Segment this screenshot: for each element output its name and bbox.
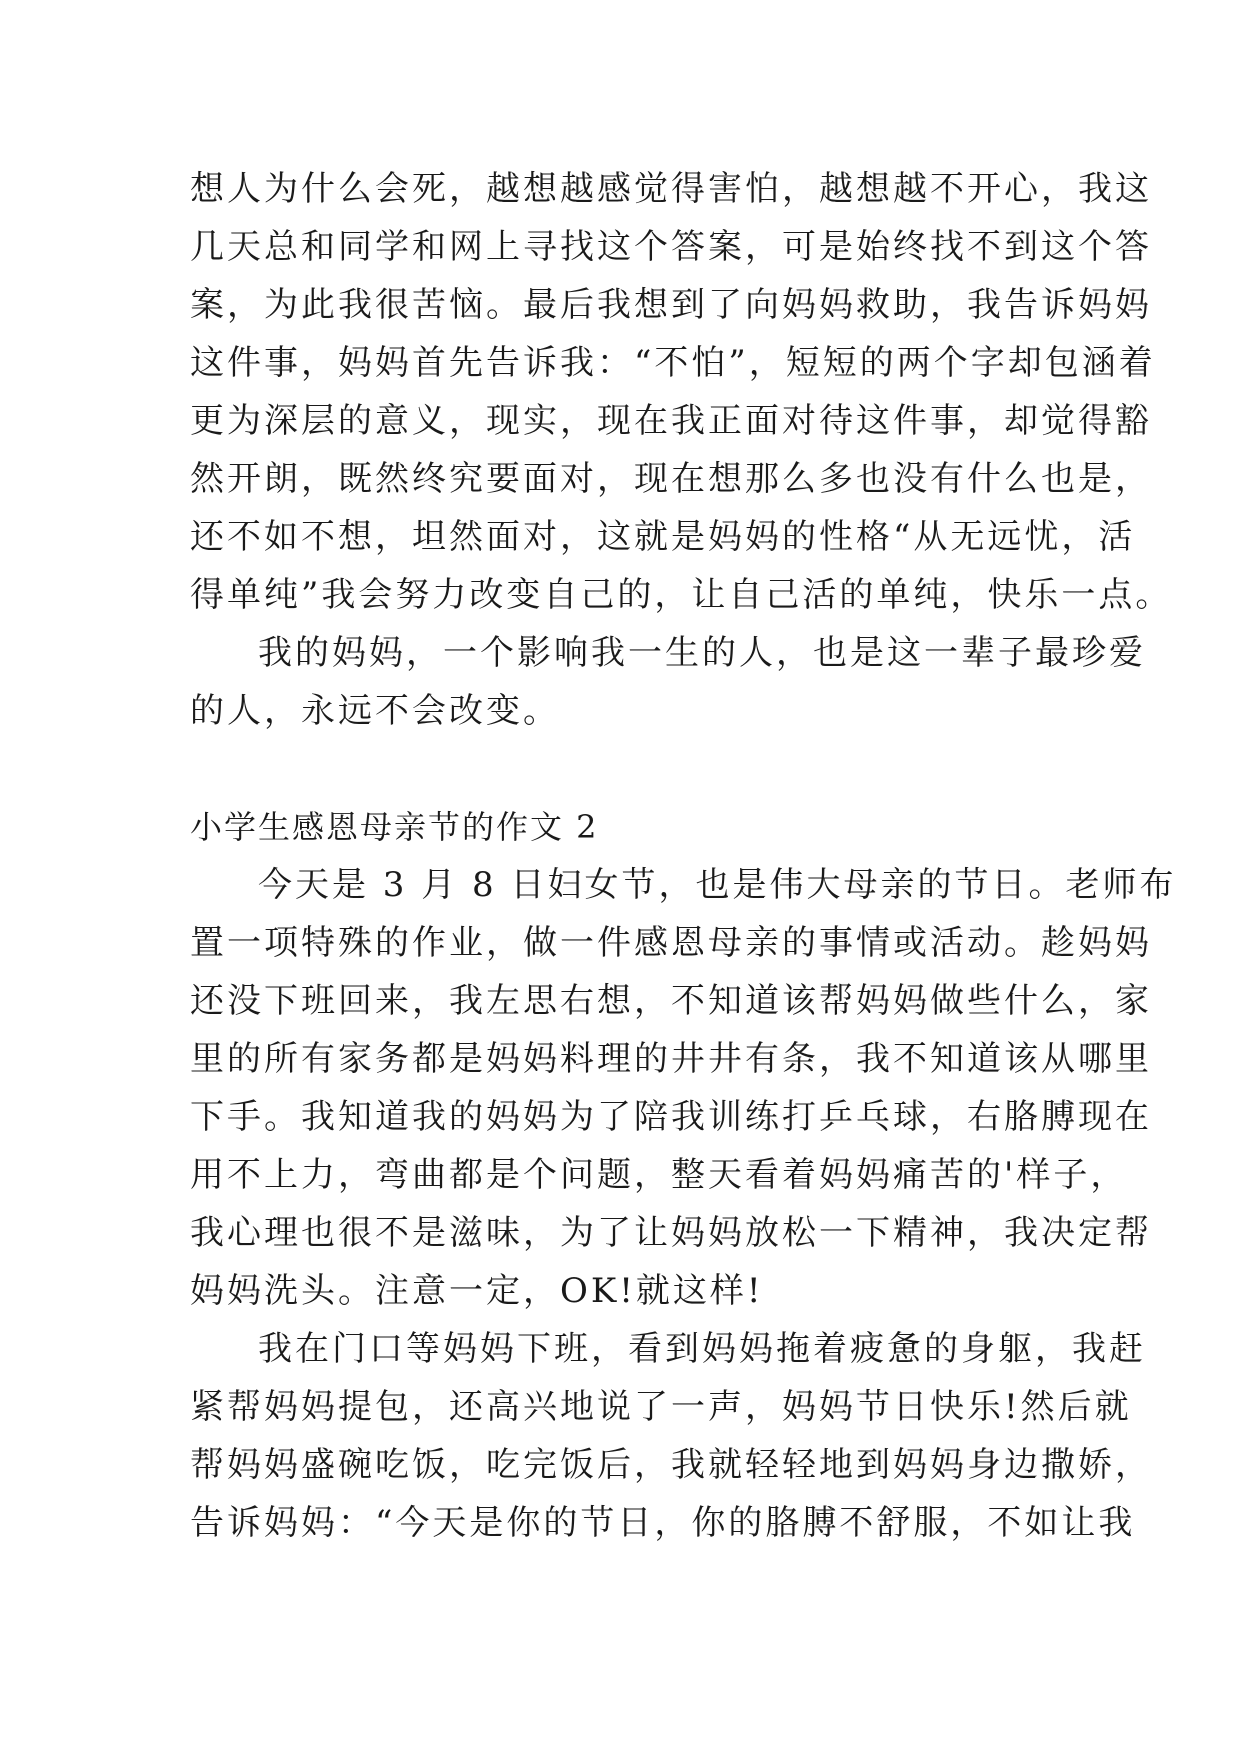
paragraph-1: [190, 160, 1173, 624]
text-line: 更为深层的意义，现实，现在我正面对待这件事，却觉得豁: [190, 401, 1152, 441]
text-line: 下手。我知道我的妈妈为了陪我训练打乒乓球，右胳膊现在: [190, 1097, 1152, 1137]
text-line: 妈妈洗头。注意一定，OK!就这样!: [190, 1271, 764, 1311]
text-line: 今天是 3 月 8 日妇女节，也是伟大母亲的节日。老师布: [258, 865, 1177, 905]
section-title: 小学生感恩母亲节的作文 2: [190, 808, 599, 846]
text-line: 帮妈妈盛碗吃饭，吃完饭后，我就轻轻地到妈妈身边撒娇，: [190, 1445, 1152, 1485]
text-line: 案，为此我很苦恼。最后我想到了向妈妈救助，我告诉妈妈: [190, 285, 1152, 325]
text-line: 几天总和同学和网上寻找这个答案，可是始终找不到这个答: [190, 227, 1152, 267]
text-line: 想人为什么会死，越想越感觉得害怕，越想越不开心，我这: [190, 169, 1152, 209]
essay-body: [190, 160, 1177, 1552]
text-line: 告诉妈妈：“今天是你的节日，你的胳膊不舒服，不如让我: [190, 1503, 1136, 1543]
text-line: 里的所有家务都是妈妈料理的井井有条，我不知道该从哪里: [190, 1039, 1152, 1079]
text-line: 这件事，妈妈首先告诉我：“不怕”，短短的两个字却包涵着: [190, 343, 1156, 383]
paragraph-3: [190, 856, 1177, 1320]
text-line: 还不如不想，坦然面对，这就是妈妈的性格“从无远忧，活: [190, 517, 1136, 557]
text-line: 用不上力，弯曲都是个问题，整天看着妈妈痛苦的'样子，: [190, 1155, 1128, 1195]
text-line: 我的妈妈，一个影响我一生的人，也是这一辈子最珍爱: [258, 633, 1146, 673]
text-line: 得单纯”我会努力改变自己的，让自己活的单纯，快乐一点。: [190, 575, 1173, 615]
text-line: 然开朗，既然终究要面对，现在想那么多也没有什么也是，: [190, 459, 1152, 499]
text-line: 还没下班回来，我左思右想，不知道该帮妈妈做些什么，家: [190, 981, 1152, 1021]
text-line: 我心理也很不是滋味，为了让妈妈放松一下精神，我决定帮: [190, 1213, 1152, 1253]
text-line: 紧帮妈妈提包，还高兴地说了一声，妈妈节日快乐!然后就: [190, 1387, 1132, 1427]
text-line: 的人，永远不会改变。: [190, 691, 560, 731]
blank-line: [190, 740, 1070, 798]
text-line: 我在门口等妈妈下班，看到妈妈拖着疲惫的身躯，我赶: [258, 1329, 1146, 1369]
text-line: 置一项特殊的作业，做一件感恩母亲的事情或活动。趁妈妈: [190, 923, 1152, 963]
paragraph-2: [190, 624, 1146, 740]
paragraph-4: [190, 1320, 1152, 1552]
